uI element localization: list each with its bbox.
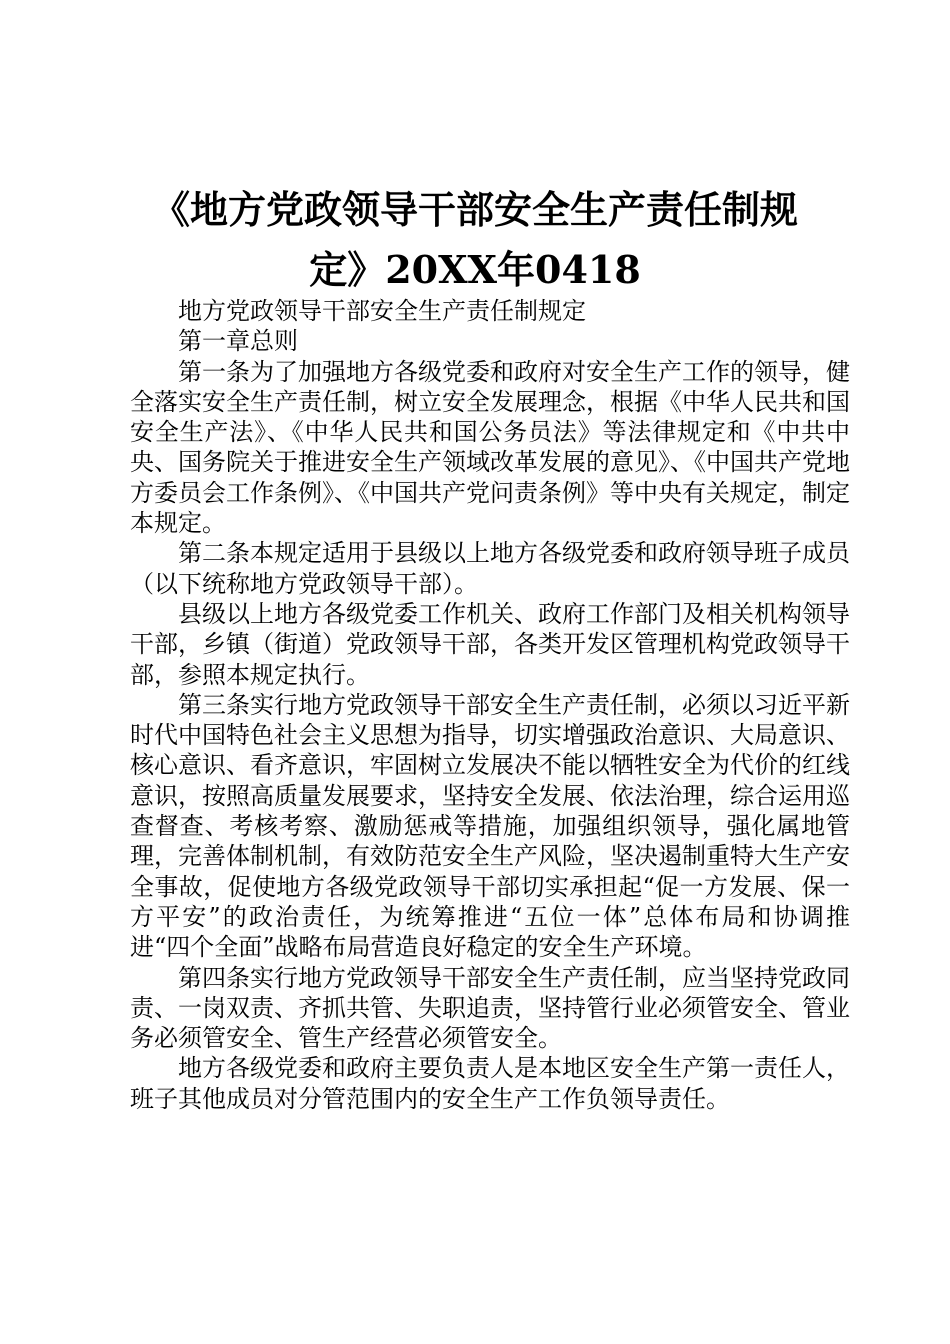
document-body — [130, 296, 850, 1114]
paragraph-subtitle: 地方党政领导干部安全生产责任制规定 — [178, 297, 586, 325]
paragraph-chapter-heading: 第一章总则 — [178, 327, 298, 356]
document-title-line-1: 《地方党政领导干部安全生产责任制规 — [151, 187, 798, 232]
paragraph-article-3: 第三条实行地方党政领导干部安全生产责任制，必须以习近平新时代中国特色社会主义思想为指导，切实增强政治意识、大局意识、核心意识、看齐意识，牢固树立发展决不能以牺牲安全为代价的红线意识，按照高质量发展要求，坚持安全发展、依法治理，综合运用巡查督查、考核考察、激励惩戒等措施，加强组织领导，强化属地管理，完善体制机制，有效防范安全生产风险，坚决遏制重特大生产安全事故，促使地方各级党政领导干部切实承担起“促一方发展、保一方平安”的政治责任，为统筹推进“五位一体”总体布局和协调推进“四个全面”战略布局营造良好稳定的安全生产环境。 — [130, 690, 850, 962]
paragraph-article-4: 第四条实行地方党政领导干部安全生产责任制，应当坚持党政同责、一岗双责、齐抓共管、失职追责，坚持管行业必须管安全、管业务必须管安全、管生产经营必须管安全。 — [130, 963, 850, 1053]
paragraph-article-1: 第一条为了加强地方各级党委和政府对安全生产工作的领导，健全落实安全生产责任制，树立安全发展理念，根据《中华人民共和国安全生产法》、《中华人民共和国公务员法》等法律规定和《中共中央、国务院关于推进安全生产领域改革发展的意见》、《中国共产党地方委员会工作条例》、《中国共产党问责条例》等中央有关规定，制定本规定。 — [130, 357, 850, 538]
paragraph-article-2-scope: 县级以上地方各级党委工作机关、政府工作部门及相关机构领导干部，乡镇（街道）党政领导干部，各类开发区管理机构党政领导干部，参照本规定执行。 — [130, 599, 850, 689]
document-title-line-2: 定》20XX年0418 — [309, 247, 641, 292]
paragraph-article-4-responsibility: 地方各级党委和政府主要负责人是本地区安全生产第一责任人，班子其他成员对分管范围内的安全生产工作负领导责任。 — [130, 1054, 850, 1113]
paragraph-article-2: 第二条本规定适用于县级以上地方各级党委和政府领导班子成员（以下统称地方党政领导干部）。 — [130, 539, 850, 598]
